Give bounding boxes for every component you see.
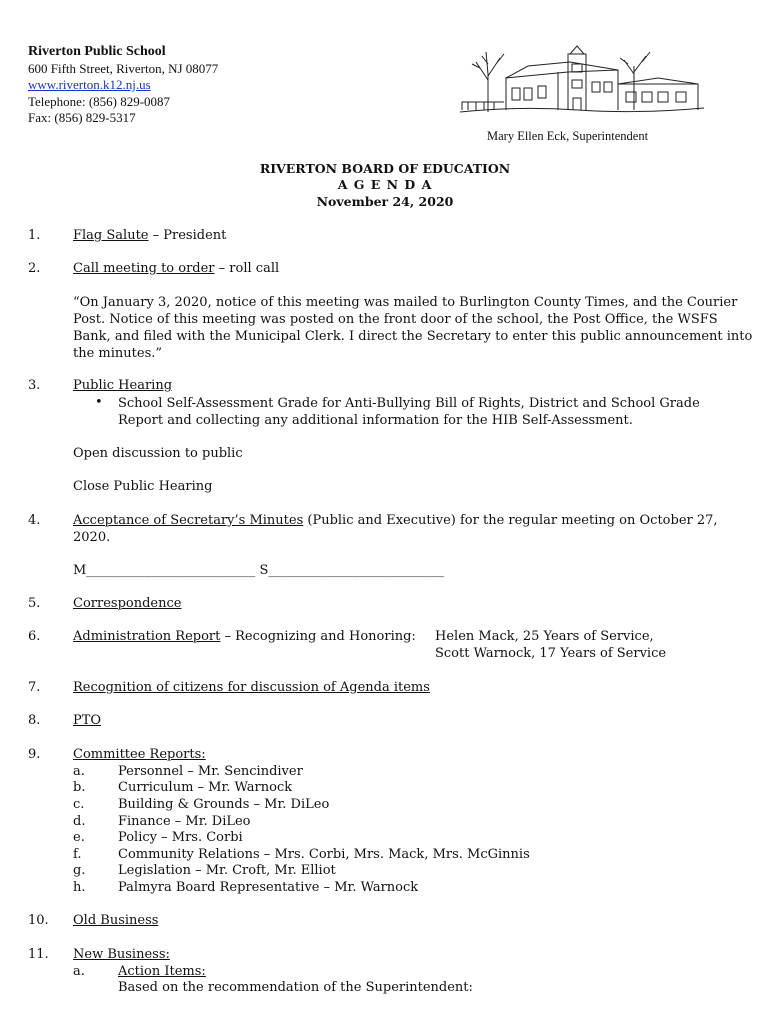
item-number: 1.: [28, 228, 41, 243]
website-link[interactable]: www.riverton.k12.nj.us: [28, 77, 151, 92]
item-public-hearing: [73, 378, 172, 393]
item-call-to-order: [73, 261, 279, 276]
item-recognition: Recognition of citizens for discussion of Agenda items: [73, 680, 430, 695]
item-number: 9.: [28, 747, 41, 762]
open-discussion: Open discussion to public: [73, 446, 243, 461]
committee-personnel: Personnel – Mr. Sencindiver: [118, 764, 303, 779]
committee-legislation: Legislation – Mr. Croft, Mr. Elliot: [118, 863, 336, 878]
sub-letter: a.: [73, 764, 85, 779]
sub-letter: d.: [73, 814, 86, 829]
school-building-sketch: [458, 44, 706, 120]
item-minutes: [73, 513, 718, 528]
letterhead: [28, 44, 218, 127]
telephone: Telephone: (856) 829-0087: [28, 93, 171, 109]
fax: Fax: (856) 829-5317: [28, 110, 136, 125]
agenda-title: A G E N D A: [337, 177, 433, 192]
item-number: 5.: [28, 596, 41, 611]
meeting-date: November 24, 2020: [316, 194, 454, 209]
item-old-business: Old Business: [73, 913, 159, 928]
item-new-business: New Business:: [73, 947, 170, 962]
item-number: 7.: [28, 680, 41, 695]
item-detail: – President: [148, 228, 227, 243]
item-title: Administration Report: [73, 629, 221, 644]
item-number: 6.: [28, 629, 41, 644]
sub-letter: e.: [73, 830, 85, 845]
action-items-title: Action Items:: [118, 964, 206, 979]
item-number: 8.: [28, 713, 41, 728]
item-correspondence: Correspondence: [73, 596, 182, 611]
motion-second-line: M__________________________ S___________________________: [73, 563, 444, 578]
sub-letter: g.: [73, 863, 86, 878]
item-detail: – Recognizing and Honoring:: [220, 629, 416, 644]
item-pto: PTO: [73, 713, 102, 728]
sub-letter: a.: [73, 964, 85, 979]
item-committee-reports: Committee Reports:: [73, 747, 206, 762]
sub-letter: b.: [73, 780, 86, 795]
sub-letter: f.: [73, 847, 82, 862]
item-number: 11.: [28, 947, 49, 962]
committee-policy: Policy – Mrs. Corbi: [118, 830, 243, 845]
item-number: 2.: [28, 261, 41, 276]
item-detail: (Public and Executive) for the regular meeting on October 27,: [303, 513, 718, 528]
committee-community: Community Relations – Mrs. Corbi, Mrs. Mack, Mrs. McGinnis: [118, 847, 530, 862]
item-title: Call meeting to order: [73, 261, 215, 276]
close-hearing: Close Public Hearing: [73, 479, 213, 494]
board-title: RIVERTON BOARD OF EDUCATION: [259, 161, 511, 176]
school-address: 600 Fifth Street, Riverton, NJ 08077: [28, 60, 219, 76]
hearing-bullet-text: School Self-Assessment Grade for Anti-Bullying Bill of Rights, District and School Grade Report and collecting any additional information for the HIB Self-Assessment.: [118, 396, 700, 428]
bullet-icon: •: [95, 395, 103, 410]
committee-curriculum: Curriculum – Mr. Warnock: [118, 780, 293, 795]
sub-letter: c.: [73, 797, 85, 812]
honoree-1: Helen Mack, 25 Years of Service,: [435, 629, 654, 644]
item-number: 3.: [28, 378, 41, 393]
item-detail-cont: 2020.: [73, 530, 111, 545]
item-title: Public Hearing: [73, 378, 173, 393]
item-title: Acceptance of Secretary’s Minutes: [73, 513, 304, 528]
committee-building: Building & Grounds – Mr. DiLeo: [118, 797, 330, 812]
item-admin-report: [73, 629, 416, 644]
item-number: 10.: [28, 913, 49, 928]
committee-finance: Finance – Mr. DiLeo: [118, 814, 251, 829]
public-notice-statement: “On January 3, 2020, notice of this meeting was mailed to Burlington County Times, and the Courier Post. Notice of this meeting was posted on the front door of the school, the Post Office, the WSFS Bank, and filed with the Municipal Clerk. I direct the Secretary to enter this public announcement into the minutes.”: [73, 295, 753, 361]
sub-letter: h.: [73, 880, 86, 895]
school-name: Riverton Public School: [28, 44, 166, 59]
item-title: Flag Salute: [73, 228, 149, 243]
item-detail: – roll call: [214, 261, 280, 276]
item-flag-salute: [73, 228, 226, 243]
action-items-text: Based on the recommendation of the Superintendent:: [118, 980, 473, 995]
item-number: 4.: [28, 513, 41, 528]
committee-palmyra: Palmyra Board Representative – Mr. Warnock: [118, 880, 419, 895]
superintendent-name: Mary Ellen Eck, Superintendent: [487, 129, 649, 143]
honoree-2: Scott Warnock, 17 Years of Service: [435, 646, 667, 661]
